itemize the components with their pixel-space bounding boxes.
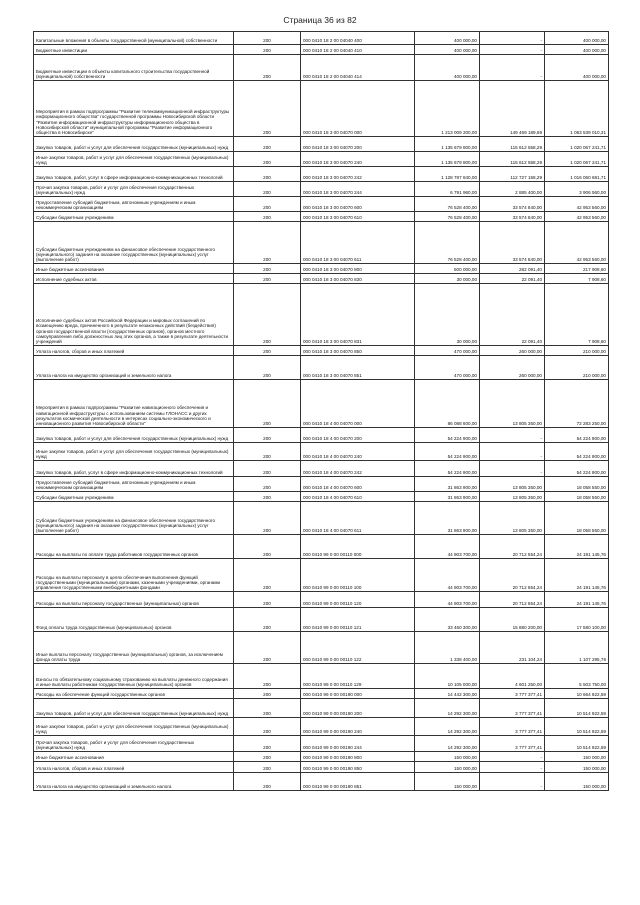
row-classification-code-cell: 000 0410 99 0 00 00110 122 bbox=[301, 632, 415, 664]
row-planned-amount-cell: 54 224 900,00 bbox=[415, 428, 480, 443]
table-row bbox=[34, 346, 609, 356]
row-remaining-amount-cell: 42 953 560,00 bbox=[545, 197, 609, 212]
row-executed-amount-cell: 3 777 377,41 bbox=[480, 689, 545, 699]
row-classification-code-cell: 000 0410 18 3 00 04070 611 bbox=[301, 222, 415, 264]
row-executed-amount-cell: - bbox=[480, 55, 545, 81]
row-remaining-amount-cell: 54 224 900,00 bbox=[545, 428, 609, 443]
row-name-cell: Субсидии бюджетным учреждениям на финансовое обеспечение государственного (муниципального) задания на оказание государственных (муниципальных) услуг (выполнение работ) bbox=[34, 502, 234, 535]
row-executed-amount-cell: - bbox=[480, 443, 545, 461]
table-row bbox=[34, 81, 609, 137]
row-remaining-amount-cell: 217 908,60 bbox=[545, 264, 609, 274]
row-name-cell: Расходы на выплаты персоналу государственных (муниципальных) органов bbox=[34, 592, 234, 608]
row-planned-amount-cell: 470 000,00 bbox=[415, 346, 480, 356]
row-admin-code-cell: 200 bbox=[234, 45, 301, 55]
row-name-cell: Расходы на обеспечение функций государственных органов bbox=[34, 689, 234, 699]
row-name-cell: Иные бюджетные ассигнования bbox=[34, 752, 234, 762]
table-row bbox=[34, 762, 609, 773]
row-classification-code-cell: 000 0410 18 3 00 04070 200 bbox=[301, 137, 415, 152]
row-planned-amount-cell: 400 000,00 bbox=[415, 55, 480, 81]
row-classification-code-cell: 000 0410 99 0 00 00190 800 bbox=[301, 752, 415, 762]
row-planned-amount-cell: 14 292 300,00 bbox=[415, 718, 480, 736]
row-admin-code-cell: 200 bbox=[234, 461, 301, 477]
row-name-cell: Мероприятия в рамках подпрограммы "Развитие навигационного обеспечения и навигационной инфраструктуры с использованием системы ГЛОНАСС и других результатов космической деятельности в интересах социально-экономического и инновационного развития Новосибирской области" bbox=[34, 380, 234, 428]
row-remaining-amount-cell: 400 000,00 bbox=[545, 32, 609, 45]
row-classification-code-cell: 000 0410 18 3 00 04070 851 bbox=[301, 356, 415, 380]
row-admin-code-cell: 200 bbox=[234, 284, 301, 346]
row-remaining-amount-cell: 54 224 900,00 bbox=[545, 461, 609, 477]
row-executed-amount-cell: 115 612 558,29 bbox=[480, 137, 545, 152]
row-admin-code-cell: 200 bbox=[234, 380, 301, 428]
row-planned-amount-cell: 6 791 960,00 bbox=[415, 182, 480, 197]
row-planned-amount-cell: 150 000,00 bbox=[415, 752, 480, 762]
row-classification-code-cell: 000 0410 99 0 00 00110 129 bbox=[301, 664, 415, 689]
row-executed-amount-cell: 33 574 840,00 bbox=[480, 212, 545, 222]
row-planned-amount-cell: 76 528 400,00 bbox=[415, 222, 480, 264]
row-executed-amount-cell: 15 880 200,00 bbox=[480, 608, 545, 632]
row-remaining-amount-cell: 24 191 145,76 bbox=[545, 535, 609, 559]
row-name-cell: Закупка товаров, работ и услуг для обеспечения государственных (муниципальных) нужд bbox=[34, 137, 234, 152]
row-admin-code-cell: 200 bbox=[234, 608, 301, 632]
row-planned-amount-cell: 14 292 300,00 bbox=[415, 736, 480, 752]
row-executed-amount-cell: - bbox=[480, 45, 545, 55]
row-executed-amount-cell: - bbox=[480, 752, 545, 762]
row-planned-amount-cell: 1 135 679 800,00 bbox=[415, 152, 480, 167]
row-classification-code-cell: 000 0410 18 4 00 04070 611 bbox=[301, 502, 415, 535]
row-admin-code-cell: 200 bbox=[234, 356, 301, 380]
row-admin-code-cell: 200 bbox=[234, 664, 301, 689]
table-row bbox=[34, 197, 609, 212]
row-planned-amount-cell: 31 863 900,00 bbox=[415, 477, 480, 492]
row-classification-code-cell: 000 0410 18 2 00 04040 400 bbox=[301, 32, 415, 45]
row-name-cell: Капитальные вложения в объекты государственной (муниципальной) собственности bbox=[34, 32, 234, 45]
row-planned-amount-cell: 44 903 700,00 bbox=[415, 592, 480, 608]
row-classification-code-cell: 000 0410 18 2 00 04040 410 bbox=[301, 45, 415, 55]
table-row bbox=[34, 773, 609, 791]
table-row bbox=[34, 264, 609, 274]
row-admin-code-cell: 200 bbox=[234, 632, 301, 664]
table-row bbox=[34, 632, 609, 664]
row-name-cell: Исполнение судебных актов Российской Федерации и мировых соглашений по возмещению вреда, причиненного в результате незаконных действий (бездействия) органов государственной власти (государственных органов), органов местного самоуправления либо должностных лиц этих органов, а также в результате деятельности учреждений bbox=[34, 284, 234, 346]
table-row bbox=[34, 212, 609, 222]
row-executed-amount-cell: - bbox=[480, 461, 545, 477]
row-name-cell: Расходы на выплаты персоналу в целях обеспечения выполнения функций государственными (муниципальными) органами, казенными учреждениями, органами управления государственными внебюджетными фондами bbox=[34, 559, 234, 592]
row-executed-amount-cell: 22 091,40 bbox=[480, 274, 545, 284]
row-remaining-amount-cell: 72 283 250,00 bbox=[545, 380, 609, 428]
row-classification-code-cell: 000 0410 18 3 00 04070 850 bbox=[301, 346, 415, 356]
row-planned-amount-cell: 33 460 300,00 bbox=[415, 608, 480, 632]
row-classification-code-cell: 000 0410 99 0 00 00110 121 bbox=[301, 608, 415, 632]
row-admin-code-cell: 200 bbox=[234, 167, 301, 182]
row-remaining-amount-cell: 17 580 100,00 bbox=[545, 608, 609, 632]
row-planned-amount-cell: 76 528 400,00 bbox=[415, 197, 480, 212]
row-remaining-amount-cell: 1 107 295,76 bbox=[545, 632, 609, 664]
row-executed-amount-cell: 13 805 350,00 bbox=[480, 492, 545, 502]
row-remaining-amount-cell: 54 224 900,00 bbox=[545, 443, 609, 461]
row-planned-amount-cell: 400 000,00 bbox=[415, 32, 480, 45]
table-row bbox=[34, 699, 609, 718]
row-remaining-amount-cell: 42 953 560,00 bbox=[545, 212, 609, 222]
row-admin-code-cell: 200 bbox=[234, 477, 301, 492]
row-name-cell: Иные закупки товаров, работ и услуг для обеспечения государственных (муниципальных) нужд bbox=[34, 718, 234, 736]
table-row bbox=[34, 718, 609, 736]
row-executed-amount-cell: 20 712 554,24 bbox=[480, 592, 545, 608]
row-admin-code-cell: 200 bbox=[234, 443, 301, 461]
row-admin-code-cell: 200 bbox=[234, 689, 301, 699]
row-admin-code-cell: 200 bbox=[234, 592, 301, 608]
row-admin-code-cell: 200 bbox=[234, 752, 301, 762]
row-planned-amount-cell: 14 292 300,00 bbox=[415, 699, 480, 718]
row-classification-code-cell: 000 0410 99 0 00 00190 244 bbox=[301, 736, 415, 752]
row-name-cell: Предоставление субсидий бюджетным, автономным учреждениям и иным некоммерческим организациям bbox=[34, 197, 234, 212]
row-planned-amount-cell: 150 000,00 bbox=[415, 762, 480, 773]
row-classification-code-cell: 000 0410 18 3 00 04070 000 bbox=[301, 81, 415, 137]
row-name-cell: Расходы на выплаты по оплате труда работников государственных органов bbox=[34, 535, 234, 559]
row-planned-amount-cell: 44 903 700,00 bbox=[415, 559, 480, 592]
table-row bbox=[34, 752, 609, 762]
row-classification-code-cell: 000 0410 99 0 00 00110 120 bbox=[301, 592, 415, 608]
row-name-cell: Иные закупки товаров, работ и услуг для обеспечения государственных (муниципальных) нужд bbox=[34, 443, 234, 461]
table-row bbox=[34, 559, 609, 592]
table-row bbox=[34, 55, 609, 81]
row-executed-amount-cell: 260 000,00 bbox=[480, 356, 545, 380]
row-admin-code-cell: 200 bbox=[234, 535, 301, 559]
row-admin-code-cell: 200 bbox=[234, 718, 301, 736]
row-name-cell: Закупка товаров, работ и услуг для обеспечения государственных (муниципальных) нужд bbox=[34, 428, 234, 443]
row-planned-amount-cell: 30 000,00 bbox=[415, 274, 480, 284]
row-classification-code-cell: 000 0410 18 4 00 04070 000 bbox=[301, 380, 415, 428]
row-name-cell: Уплата налогов, сборов и иных платежей bbox=[34, 762, 234, 773]
row-remaining-amount-cell: 3 906 560,00 bbox=[545, 182, 609, 197]
row-classification-code-cell: 000 0410 18 2 00 04040 414 bbox=[301, 55, 415, 81]
row-name-cell: Прочая закупка товаров, работ и услуг для обеспечения государственных (муниципальных) нужд bbox=[34, 182, 234, 197]
row-classification-code-cell: 000 0410 18 4 00 04070 200 bbox=[301, 428, 415, 443]
table-row bbox=[34, 45, 609, 55]
row-admin-code-cell: 200 bbox=[234, 274, 301, 284]
row-executed-amount-cell: 260 000,00 bbox=[480, 346, 545, 356]
row-remaining-amount-cell: 150 000,00 bbox=[545, 762, 609, 773]
row-classification-code-cell: 000 0410 18 4 00 04070 610 bbox=[301, 492, 415, 502]
row-admin-code-cell: 200 bbox=[234, 773, 301, 791]
table-row bbox=[34, 222, 609, 264]
row-planned-amount-cell: 1 128 787 840,00 bbox=[415, 167, 480, 182]
row-remaining-amount-cell: 1 020 067 241,71 bbox=[545, 152, 609, 167]
row-admin-code-cell: 200 bbox=[234, 492, 301, 502]
row-name-cell: Фонд оплаты труда государственных (муниципальных) органов bbox=[34, 608, 234, 632]
row-admin-code-cell: 200 bbox=[234, 182, 301, 197]
row-planned-amount-cell: 500 000,00 bbox=[415, 264, 480, 274]
row-remaining-amount-cell: 5 503 750,00 bbox=[545, 664, 609, 689]
row-classification-code-cell: 000 0410 18 3 00 04070 830 bbox=[301, 274, 415, 284]
row-executed-amount-cell: 13 805 350,00 bbox=[480, 502, 545, 535]
row-executed-amount-cell: 20 712 554,24 bbox=[480, 535, 545, 559]
row-executed-amount-cell: 3 777 377,41 bbox=[480, 718, 545, 736]
row-remaining-amount-cell: 7 908,60 bbox=[545, 284, 609, 346]
row-remaining-amount-cell: 42 953 560,00 bbox=[545, 222, 609, 264]
row-admin-code-cell: 200 bbox=[234, 32, 301, 45]
row-remaining-amount-cell: 1 020 067 241,71 bbox=[545, 137, 609, 152]
row-remaining-amount-cell: 18 058 550,00 bbox=[545, 477, 609, 492]
row-admin-code-cell: 200 bbox=[234, 197, 301, 212]
row-remaining-amount-cell: 210 000,00 bbox=[545, 356, 609, 380]
row-classification-code-cell: 000 0410 99 0 00 00110 000 bbox=[301, 535, 415, 559]
row-remaining-amount-cell: 400 000,00 bbox=[545, 55, 609, 81]
row-executed-amount-cell: 33 574 840,00 bbox=[480, 222, 545, 264]
row-remaining-amount-cell: 10 514 922,59 bbox=[545, 736, 609, 752]
row-classification-code-cell: 000 0410 18 3 00 04070 244 bbox=[301, 182, 415, 197]
row-name-cell: Закупка товаров, работ и услуг для обеспечения государственных (муниципальных) нужд bbox=[34, 699, 234, 718]
page-header: Страница 36 из 82 bbox=[283, 15, 357, 25]
row-executed-amount-cell: 149 469 189,69 bbox=[480, 81, 545, 137]
row-admin-code-cell: 200 bbox=[234, 212, 301, 222]
row-classification-code-cell: 000 0410 18 4 00 04070 240 bbox=[301, 443, 415, 461]
row-executed-amount-cell: 4 601 250,00 bbox=[480, 664, 545, 689]
row-name-cell: Уплата налогов, сборов и иных платежей bbox=[34, 346, 234, 356]
row-executed-amount-cell: 112 727 158,29 bbox=[480, 167, 545, 182]
table-row bbox=[34, 152, 609, 167]
row-name-cell: Закупка товаров, работ, услуг в сфере информационно-коммуникационных технологий bbox=[34, 167, 234, 182]
row-remaining-amount-cell: 1 063 539 010,31 bbox=[545, 81, 609, 137]
row-remaining-amount-cell: 400 000,00 bbox=[545, 45, 609, 55]
row-planned-amount-cell: 44 903 700,00 bbox=[415, 535, 480, 559]
row-admin-code-cell: 200 bbox=[234, 559, 301, 592]
row-planned-amount-cell: 1 338 400,00 bbox=[415, 632, 480, 664]
row-remaining-amount-cell: 10 514 922,59 bbox=[545, 699, 609, 718]
table-row bbox=[34, 32, 609, 45]
row-classification-code-cell: 000 0410 18 3 00 04070 600 bbox=[301, 197, 415, 212]
row-classification-code-cell: 000 0410 99 0 00 00190 851 bbox=[301, 773, 415, 791]
row-name-cell: Взносы по обязательному социальному страхованию на выплаты денежного содержания и иные выплаты работникам государственных (муниципальных) органов bbox=[34, 664, 234, 689]
table-row bbox=[34, 443, 609, 461]
row-name-cell: Уплата налога на имущество организаций и земельного налога bbox=[34, 356, 234, 380]
row-classification-code-cell: 000 0410 99 0 00 00190 240 bbox=[301, 718, 415, 736]
row-planned-amount-cell: 470 000,00 bbox=[415, 356, 480, 380]
row-executed-amount-cell: 13 805 350,00 bbox=[480, 477, 545, 492]
table-row bbox=[34, 689, 609, 699]
row-planned-amount-cell: 1 213 009 200,00 bbox=[415, 81, 480, 137]
row-planned-amount-cell: 30 000,00 bbox=[415, 284, 480, 346]
row-executed-amount-cell: 22 091,40 bbox=[480, 284, 545, 346]
row-remaining-amount-cell: 210 000,00 bbox=[545, 346, 609, 356]
row-classification-code-cell: 000 0410 18 4 00 04070 600 bbox=[301, 477, 415, 492]
table-row bbox=[34, 428, 609, 443]
row-planned-amount-cell: 31 863 900,00 bbox=[415, 502, 480, 535]
row-admin-code-cell: 200 bbox=[234, 264, 301, 274]
table-row bbox=[34, 274, 609, 284]
row-classification-code-cell: 000 0410 18 3 00 04070 240 bbox=[301, 152, 415, 167]
row-classification-code-cell: 000 0410 99 0 00 00110 100 bbox=[301, 559, 415, 592]
row-admin-code-cell: 200 bbox=[234, 699, 301, 718]
row-executed-amount-cell: - bbox=[480, 773, 545, 791]
row-planned-amount-cell: 14 442 300,00 bbox=[415, 689, 480, 699]
table-row bbox=[34, 461, 609, 477]
row-name-cell: Бюджетные инвестиции в объекты капитального строительства государственной (муниципальной) собственности bbox=[34, 55, 234, 81]
row-planned-amount-cell: 54 224 900,00 bbox=[415, 443, 480, 461]
row-planned-amount-cell: 10 105 000,00 bbox=[415, 664, 480, 689]
row-name-cell: Мероприятия в рамках подпрограммы "Развитие телекоммуникационной инфраструктуры информационного общества" государственной программы Новосибирской области "Развитие информационной инфраструктуры информационного общества в Новосибирской области" муниципальной программы "Развитие информационного общества в Новосибирске" bbox=[34, 81, 234, 137]
row-remaining-amount-cell: 150 000,00 bbox=[545, 773, 609, 791]
table-row bbox=[34, 736, 609, 752]
row-name-cell: Иные выплаты персоналу государственных (муниципальных) органов, за исключением фонда оплаты труда bbox=[34, 632, 234, 664]
row-remaining-amount-cell: 18 058 550,00 bbox=[545, 502, 609, 535]
row-admin-code-cell: 200 bbox=[234, 346, 301, 356]
table-row bbox=[34, 664, 609, 689]
row-planned-amount-cell: 54 224 900,00 bbox=[415, 461, 480, 477]
row-planned-amount-cell: 400 000,00 bbox=[415, 45, 480, 55]
row-executed-amount-cell: - bbox=[480, 762, 545, 773]
row-admin-code-cell: 200 bbox=[234, 762, 301, 773]
row-admin-code-cell: 200 bbox=[234, 222, 301, 264]
row-classification-code-cell: 000 0410 18 4 00 04070 242 bbox=[301, 461, 415, 477]
row-executed-amount-cell: 20 712 554,24 bbox=[480, 559, 545, 592]
table-row bbox=[34, 592, 609, 608]
row-executed-amount-cell: 231 104,24 bbox=[480, 632, 545, 664]
row-remaining-amount-cell: 7 908,60 bbox=[545, 274, 609, 284]
row-admin-code-cell: 200 bbox=[234, 502, 301, 535]
budget-execution-table bbox=[33, 31, 609, 791]
row-classification-code-cell: 000 0410 99 0 00 00190 000 bbox=[301, 689, 415, 699]
row-classification-code-cell: 000 0410 18 3 00 04070 831 bbox=[301, 284, 415, 346]
row-planned-amount-cell: 150 000,00 bbox=[415, 773, 480, 791]
row-classification-code-cell: 000 0410 99 0 00 00190 200 bbox=[301, 699, 415, 718]
row-name-cell: Исполнение судебных актов bbox=[34, 274, 234, 284]
table-row bbox=[34, 502, 609, 535]
row-admin-code-cell: 200 bbox=[234, 428, 301, 443]
row-classification-code-cell: 000 0410 18 3 00 04070 800 bbox=[301, 264, 415, 274]
row-classification-code-cell: 000 0410 18 3 00 04070 242 bbox=[301, 167, 415, 182]
row-name-cell: Субсидии бюджетным учреждениям bbox=[34, 492, 234, 502]
table-row bbox=[34, 477, 609, 492]
row-planned-amount-cell: 76 528 400,00 bbox=[415, 212, 480, 222]
row-name-cell: Уплата налога на имущество организаций и земельного налога bbox=[34, 773, 234, 791]
row-admin-code-cell: 200 bbox=[234, 137, 301, 152]
table-row bbox=[34, 380, 609, 428]
row-admin-code-cell: 200 bbox=[234, 152, 301, 167]
table-row bbox=[34, 284, 609, 346]
row-executed-amount-cell: 115 612 558,29 bbox=[480, 152, 545, 167]
row-planned-amount-cell: 86 088 600,00 bbox=[415, 380, 480, 428]
row-admin-code-cell: 200 bbox=[234, 55, 301, 81]
row-executed-amount-cell: 282 091,40 bbox=[480, 264, 545, 274]
table-row bbox=[34, 608, 609, 632]
row-executed-amount-cell: 13 805 350,00 bbox=[480, 380, 545, 428]
row-remaining-amount-cell: 1 016 060 681,71 bbox=[545, 167, 609, 182]
row-name-cell: Предоставление субсидий бюджетным, автономным учреждениям и иным некоммерческим организациям bbox=[34, 477, 234, 492]
row-remaining-amount-cell: 18 058 550,00 bbox=[545, 492, 609, 502]
row-name-cell: Иные закупки товаров, работ и услуг для обеспечения государственных (муниципальных) нужд bbox=[34, 152, 234, 167]
row-name-cell: Иные бюджетные ассигнования bbox=[34, 264, 234, 274]
table-row bbox=[34, 167, 609, 182]
row-remaining-amount-cell: 10 514 922,59 bbox=[545, 718, 609, 736]
row-classification-code-cell: 000 0410 99 0 00 00190 850 bbox=[301, 762, 415, 773]
row-remaining-amount-cell: 24 191 145,76 bbox=[545, 559, 609, 592]
table-row bbox=[34, 137, 609, 152]
row-name-cell: Закупка товаров, работ, услуг в сфере информационно-коммуникационных технологий bbox=[34, 461, 234, 477]
row-planned-amount-cell: 31 863 900,00 bbox=[415, 492, 480, 502]
row-executed-amount-cell: 3 777 377,41 bbox=[480, 736, 545, 752]
row-executed-amount-cell: - bbox=[480, 428, 545, 443]
row-remaining-amount-cell: 150 000,00 bbox=[545, 752, 609, 762]
table-row bbox=[34, 535, 609, 559]
row-name-cell: Субсидии бюджетным учреждениям bbox=[34, 212, 234, 222]
row-classification-code-cell: 000 0410 18 3 00 04070 610 bbox=[301, 212, 415, 222]
budget-table-body bbox=[34, 32, 609, 791]
row-name-cell: Бюджетные инвестиции bbox=[34, 45, 234, 55]
row-admin-code-cell: 200 bbox=[234, 736, 301, 752]
row-executed-amount-cell: 2 885 400,00 bbox=[480, 182, 545, 197]
row-executed-amount-cell: 3 777 377,41 bbox=[480, 699, 545, 718]
row-executed-amount-cell: - bbox=[480, 32, 545, 45]
row-name-cell: Прочая закупка товаров, работ и услуг для обеспечения государственных (муниципальных) нужд bbox=[34, 736, 234, 752]
row-executed-amount-cell: 33 574 840,00 bbox=[480, 197, 545, 212]
row-remaining-amount-cell: 24 191 145,76 bbox=[545, 592, 609, 608]
table-row bbox=[34, 492, 609, 502]
row-name-cell: Субсидии бюджетным учреждениям на финансовое обеспечение государственного (муниципального) задания на оказание государственных (муниципальных) услуг (выполнение работ) bbox=[34, 222, 234, 264]
row-admin-code-cell: 200 bbox=[234, 81, 301, 137]
row-planned-amount-cell: 1 135 679 800,00 bbox=[415, 137, 480, 152]
row-remaining-amount-cell: 10 664 922,59 bbox=[545, 689, 609, 699]
table-row bbox=[34, 182, 609, 197]
table-row bbox=[34, 356, 609, 380]
